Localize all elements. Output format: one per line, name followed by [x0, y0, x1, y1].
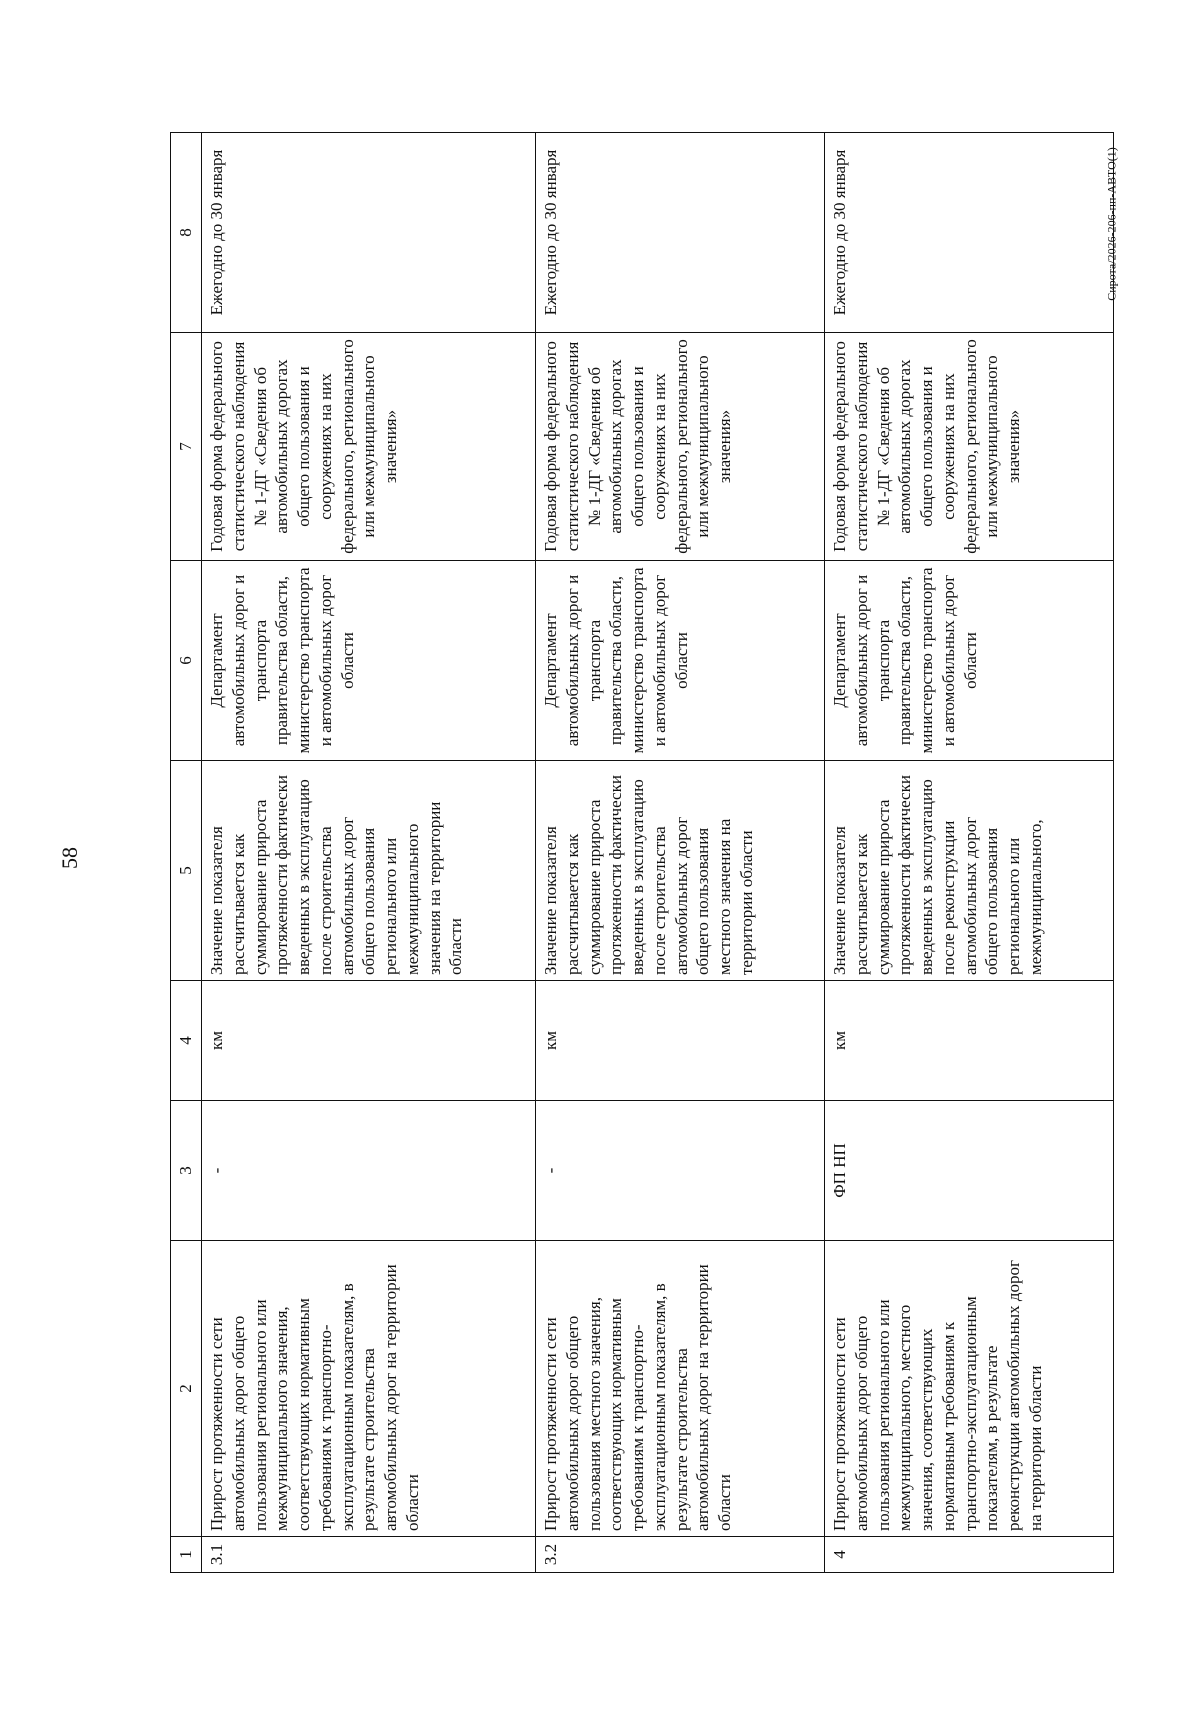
header-cell: 1 [171, 1537, 202, 1573]
indicator-code: - [202, 1101, 536, 1241]
table-row [825, 133, 1114, 1573]
data-source: Годовая форма федерального статистического наблюдения № 1-ДГ «Сведения об автомобильных дорогах общего пользования и сооружениях на них федерального, регионального или межмуниципального значения» [536, 333, 825, 561]
header-cell: 7 [171, 333, 202, 561]
indicator-name: Прирост протяженности сети автомобильных дорог общего пользования регионального или межмуниципального значения, соответствующих нормативным требованиям к транспортно-эксплуатационным показателям, в результате строительства автомобильных дорог на территории области [202, 1241, 536, 1537]
header-cell: 8 [171, 133, 202, 333]
indicator-code: ФП НП [825, 1101, 1114, 1241]
header-cell: 2 [171, 1241, 202, 1537]
indicator-table-container [170, 133, 1100, 1573]
unit: км [536, 981, 825, 1101]
indicator-name: Прирост протяженности сети автомобильных дорог общего пользования местного значения, соответствующих нормативным требованиям к транспортно-эксплуатационным показателям, в результате строительства автомобильных дорог на территории области [536, 1241, 825, 1537]
table-row [202, 133, 536, 1573]
data-source: Годовая форма федерального статистического наблюдения № 1-ДГ «Сведения об автомобильных дорогах общего пользования и сооружениях на них федерального, регионального или межмуниципального значения» [202, 333, 536, 561]
header-cell: 5 [171, 761, 202, 981]
table-row [536, 133, 825, 1573]
row-number: 3.2 [536, 1537, 825, 1573]
unit: км [825, 981, 1114, 1101]
indicator-name: Прирост протяженности сети автомобильных дорог общего пользования регионального или межмуниципального, местного значения, соответствующих нормативным требованиям к транспортно-эксплуатационным показателям, в результате реконструкции автомобильных дорог на территории области [825, 1241, 1114, 1537]
calculation-method: Значение показателя рассчитывается как суммирование прироста протяженности фактически введенных в эксплуатацию после реконструкции автомобильных дорог общего пользования регионального или межмуниципального, [825, 761, 1114, 981]
responsible-body: Департамент автомобильных дорог и транспорта правительства области, министерство транспорта и автомобильных дорог области [202, 561, 536, 761]
header-row [171, 133, 202, 1573]
reporting-period: Ежегодно до 30 января [202, 133, 536, 333]
indicator-table [170, 132, 1114, 1573]
document-footer-code: Сирота/2026-206-пп-АВТО(1) [1104, 147, 1119, 301]
data-source: Годовая форма федерального статистического наблюдения № 1-ДГ «Сведения об автомобильных дорогах общего пользования и сооружениях на них федерального, регионального или межмуниципального значения» [825, 333, 1114, 561]
reporting-period: Ежегодно до 30 января [825, 133, 1114, 333]
header-cell: 4 [171, 981, 202, 1101]
responsible-body: Департамент автомобильных дорог и транспорта правительства области, министерство транспорта и автомобильных дорог области [536, 561, 825, 761]
row-number: 4 [825, 1537, 1114, 1573]
calculation-method: Значение показателя рассчитывается как суммирование прироста протяженности фактически введенных в эксплуатацию после строительства автомобильных дорог общего пользования регионального или межмуниципального значения на территории области [202, 761, 536, 981]
reporting-period: Ежегодно до 30 января [536, 133, 825, 333]
header-cell: 3 [171, 1101, 202, 1241]
calculation-method: Значение показателя рассчитывается как суммирование прироста протяженности фактически введенных в эксплуатацию после строительства автомобильных дорог общего пользования местного значения на территории области [536, 761, 825, 981]
unit: км [202, 981, 536, 1101]
responsible-body: Департамент автомобильных дорог и транспорта правительства области, министерство транспорта и автомобильных дорог области [825, 561, 1114, 761]
indicator-code: - [536, 1101, 825, 1241]
header-cell: 6 [171, 561, 202, 761]
row-number: 3.1 [202, 1537, 536, 1573]
page-number: 58 [57, 847, 82, 869]
